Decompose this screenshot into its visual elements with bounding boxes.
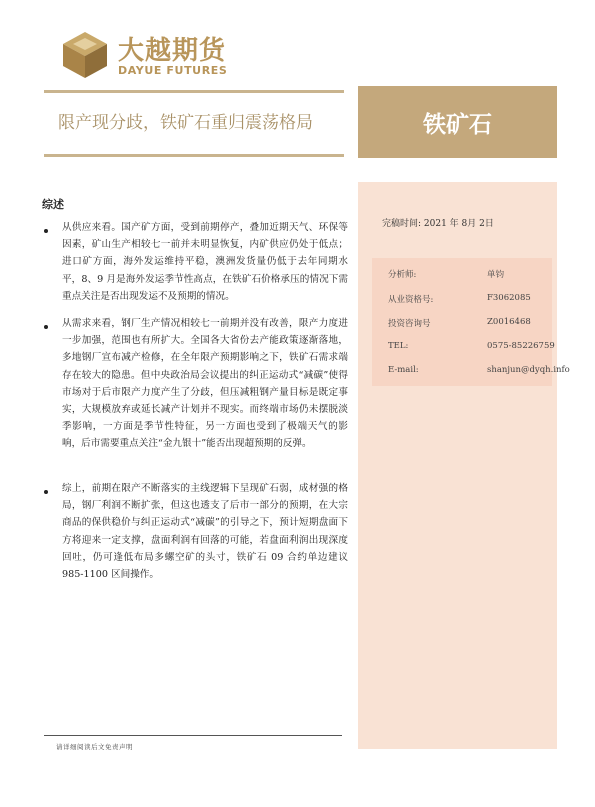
bullet-icon xyxy=(44,229,48,233)
section-heading-summary: 综述 xyxy=(42,198,64,211)
bullet-icon xyxy=(44,490,48,494)
email-label: E-mail: xyxy=(388,365,419,375)
company-logo xyxy=(60,28,260,88)
dayue-cube-logo-icon xyxy=(60,30,110,80)
bullet-icon xyxy=(44,325,48,329)
info-sidebar xyxy=(358,182,570,749)
category-banner xyxy=(358,86,557,158)
brand-name-cn: 大越期货 xyxy=(118,36,227,66)
qualification-label: 从业资格号: xyxy=(388,295,434,305)
consulting-number: Z0016468 xyxy=(487,317,531,327)
analyst-label: 分析师: xyxy=(388,270,417,280)
tel-label: TEL: xyxy=(388,341,409,351)
analyst-name: 单钧 xyxy=(487,270,505,280)
summary-paragraph-demand: 从需求来看，钢厂生产情况相较七一前期并没有改善，限产力度进一步加强，范围也有所扩大。全国各大省份去产能政策逐渐落地，多地钢厂宣布减产检修，在全年限产预期影响之下，铁矿石需求端存在较大的隐患。但中央政治局会议提出的纠正运动式“减碳”使得市场对于后市限产力度产生了分歧，但压减粗钢产量目标是既定事实，大规模放弃或延长减产计划并不现实。而终端市场仍未摆脱淡季影响，一方面是季节性特征，另一方面也受到了极端天气的影响，后市需要重点关注“金九银十”能否出现超预期的反弹。 xyxy=(62,318,348,450)
consulting-label: 投资咨询号 xyxy=(388,319,431,329)
summary-paragraph-supply: 从供应来看。国产矿方面，受到前期停产，叠加近期天气、环保等因素，矿山生产相较七一前并未明显恢复，内矿供应仍处于低点；进口矿方面，海外发运维持平稳，澳洲发货量仍低于去年同期水平，8、9 月是海外发运季节性高点，在铁矿石价格承压的情况下需重点关注是否出现发运不及预期的情况。 xyxy=(62,222,348,302)
footer-disclaimer: 请详细阅读后文免责声明 xyxy=(56,743,133,751)
report-title: 限产现分歧，铁矿石重归震荡格局 xyxy=(58,113,313,133)
summary-paragraph-conclusion: 综上，前期在限产不断落实的主线逻辑下呈现矿石弱，成材强的格局，钢厂利润不断扩张，但这也透支了后市一部分的预期，在大宗商品的保供稳价与纠正运动式“减碳”的引导之下，预计短期盘面下方将迎来一定支撑，盘面利润有回落的可能，若盘面利润出现深度回吐，仍可逢低布局多螺空矿的头寸，铁矿石 09 合约单边建议 985-1100 区间操作。 xyxy=(62,483,348,581)
email-address[interactable]: shanjun@dyqh.info xyxy=(487,365,570,375)
title-rule-bottom xyxy=(44,154,344,157)
footer-rule xyxy=(44,735,342,736)
category-label: 铁矿石 xyxy=(423,112,492,138)
analyst-info-box xyxy=(372,258,570,386)
qualification-number: F3062085 xyxy=(487,293,531,303)
finish-time: 完稿时间: 2021 年 8月 2日 xyxy=(382,219,494,229)
brand-name-en: DAYUE FUTURES xyxy=(118,64,228,77)
tel-number: 0575-85226759 xyxy=(487,341,555,351)
title-rule-top xyxy=(44,90,344,93)
